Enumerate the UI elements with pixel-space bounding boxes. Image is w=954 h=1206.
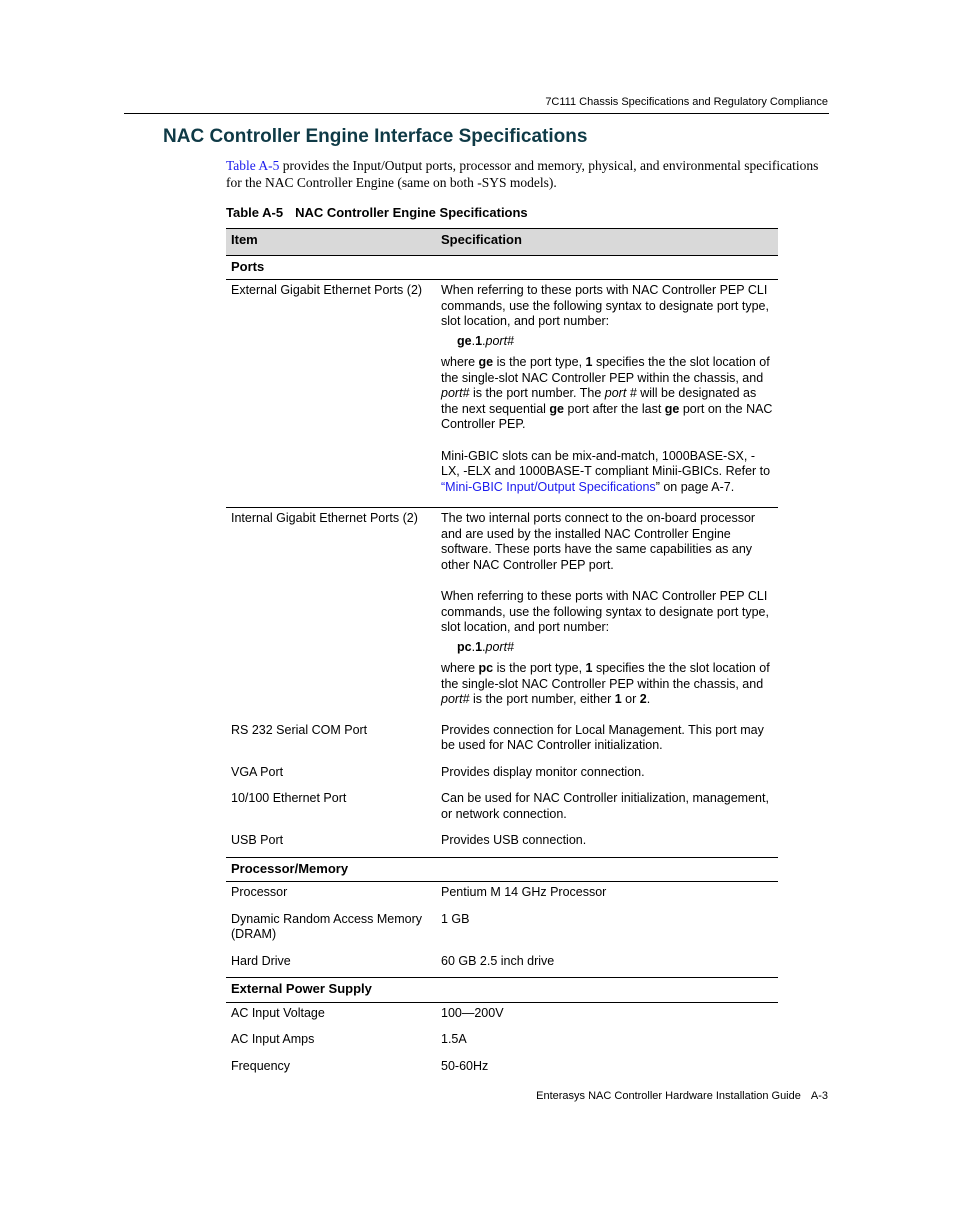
row-spec: 60 GB 2.5 inch drive [441,953,555,968]
table-row [226,788,778,830]
row-spec: Provides display monitor connection. [441,764,645,779]
spec-paragraph: When referring to these ports with NAC Controller PEP CLI commands, use the following syntax to designate port type, slot location, and port number: [441,283,769,328]
spec-paragraph: where ge is the port type, 1 specifies the the slot location of the single-slot NAC Controller PEP within the chassis, and port# is the port number. The port # will be designated as the next sequential ge port after the last ge port on the NAC Controller PEP. [441,355,773,431]
row-spec: 1.5A [441,1032,467,1046]
section-row-power-supply [226,978,778,1003]
intro-text: provides the Input/Output ports, processor and memory, physical, and environmental specifications for the NAC Controller Engine (same on both -SYS models). [226,158,819,190]
row-spec: 1 GB [441,911,470,926]
table-header-row [226,229,778,256]
row-spec: Provides USB connection. [441,833,587,847]
section-title: Ports [226,255,778,280]
syntax-example: pc.1.port# [457,639,515,654]
row-spec: Can be used for NAC Controller initialization, management, or network connection. [441,791,769,821]
section-title: External Power Supply [226,978,778,1003]
footer-guide-title: Enterasys NAC Controller Hardware Installation Guide [536,1090,801,1102]
table-row [226,762,778,789]
table-a5-link[interactable]: Table A-5 [226,158,280,173]
spec-table [226,228,778,1082]
row-item: VGA Port [231,764,284,779]
table-row [226,280,778,508]
row-spec: Pentium M 14 GHz Processor [441,885,607,899]
table-row [226,1056,778,1083]
table-caption-title: NAC Controller Engine Specifications [295,205,528,220]
table-row [226,882,778,909]
table-row [226,951,778,978]
row-item: Frequency [231,1058,291,1073]
spec-paragraph: where pc is the port type, 1 specifies the the slot location of the single-slot NAC Controller PEP within the chassis, and port# is the port number, either 1 or 2. [441,661,770,706]
spec-paragraph: When referring to these ports with NAC Controller PEP CLI commands, use the following syntax to designate port type, slot location, and port number: [441,589,769,634]
page-footer [0,1090,828,1102]
header-item: Item [226,229,436,256]
table-row [226,720,778,762]
row-item: Internal Gigabit Ethernet Ports (2) [231,511,418,525]
row-item: RS 232 Serial COM Port [231,722,368,737]
table-row [226,830,778,857]
section-row-ports [226,255,778,280]
row-spec [436,508,778,720]
row-item: 10/100 Ethernet Port [231,791,347,805]
row-spec: 50-60Hz [441,1058,489,1073]
spec-paragraph: Mini-GBIC slots can be mix-and-match, 1000BASE-SX, -LX, -ELX and 1000BASE-T compliant Minii-GBICs. Refer to “Mini-GBIC Input/Output Specifications” on page A-7. [441,448,771,494]
table-caption [226,205,528,220]
footer-page-number: A-3 [810,1090,828,1102]
header-rule [124,113,829,114]
row-item: Processor [231,885,288,899]
table-row [226,909,778,951]
row-item: AC Input Voltage [231,1005,325,1020]
table-row [226,1029,778,1056]
table-row [226,508,778,720]
spec-paragraph: The two internal ports connect to the on-board processor and are used by the installed NAC Controller Engine software. These ports have the same capabilities as any other NAC Controller PEP port. [441,511,756,572]
row-item: AC Input Amps [231,1032,315,1046]
table-row [226,1002,778,1029]
page-title: NAC Controller Engine Interface Specifications [163,126,588,147]
intro-paragraph [226,157,826,191]
row-item: External Gigabit Ethernet Ports (2) [226,280,436,508]
row-spec: Provides connection for Local Management. This port may be used for NAC Controller initialization. [441,722,764,752]
section-title: Processor/Memory [226,857,778,882]
mini-gbic-link[interactable]: Mini-GBIC Input/Output Specifications [445,479,656,494]
running-head: 7C111 Chassis Specifications and Regulatory Compliance [545,96,828,108]
header-specification: Specification [436,229,778,256]
row-item: Hard Drive [231,953,291,968]
row-spec [436,280,778,508]
table-caption-label: Table A-5 [226,205,284,220]
syntax-example: ge.1.port# [457,333,515,348]
row-item: Dynamic Random Access Memory (DRAM) [231,911,423,941]
row-spec: 100—200V [441,1005,504,1020]
row-item: USB Port [231,833,284,847]
section-row-processor-memory [226,857,778,882]
